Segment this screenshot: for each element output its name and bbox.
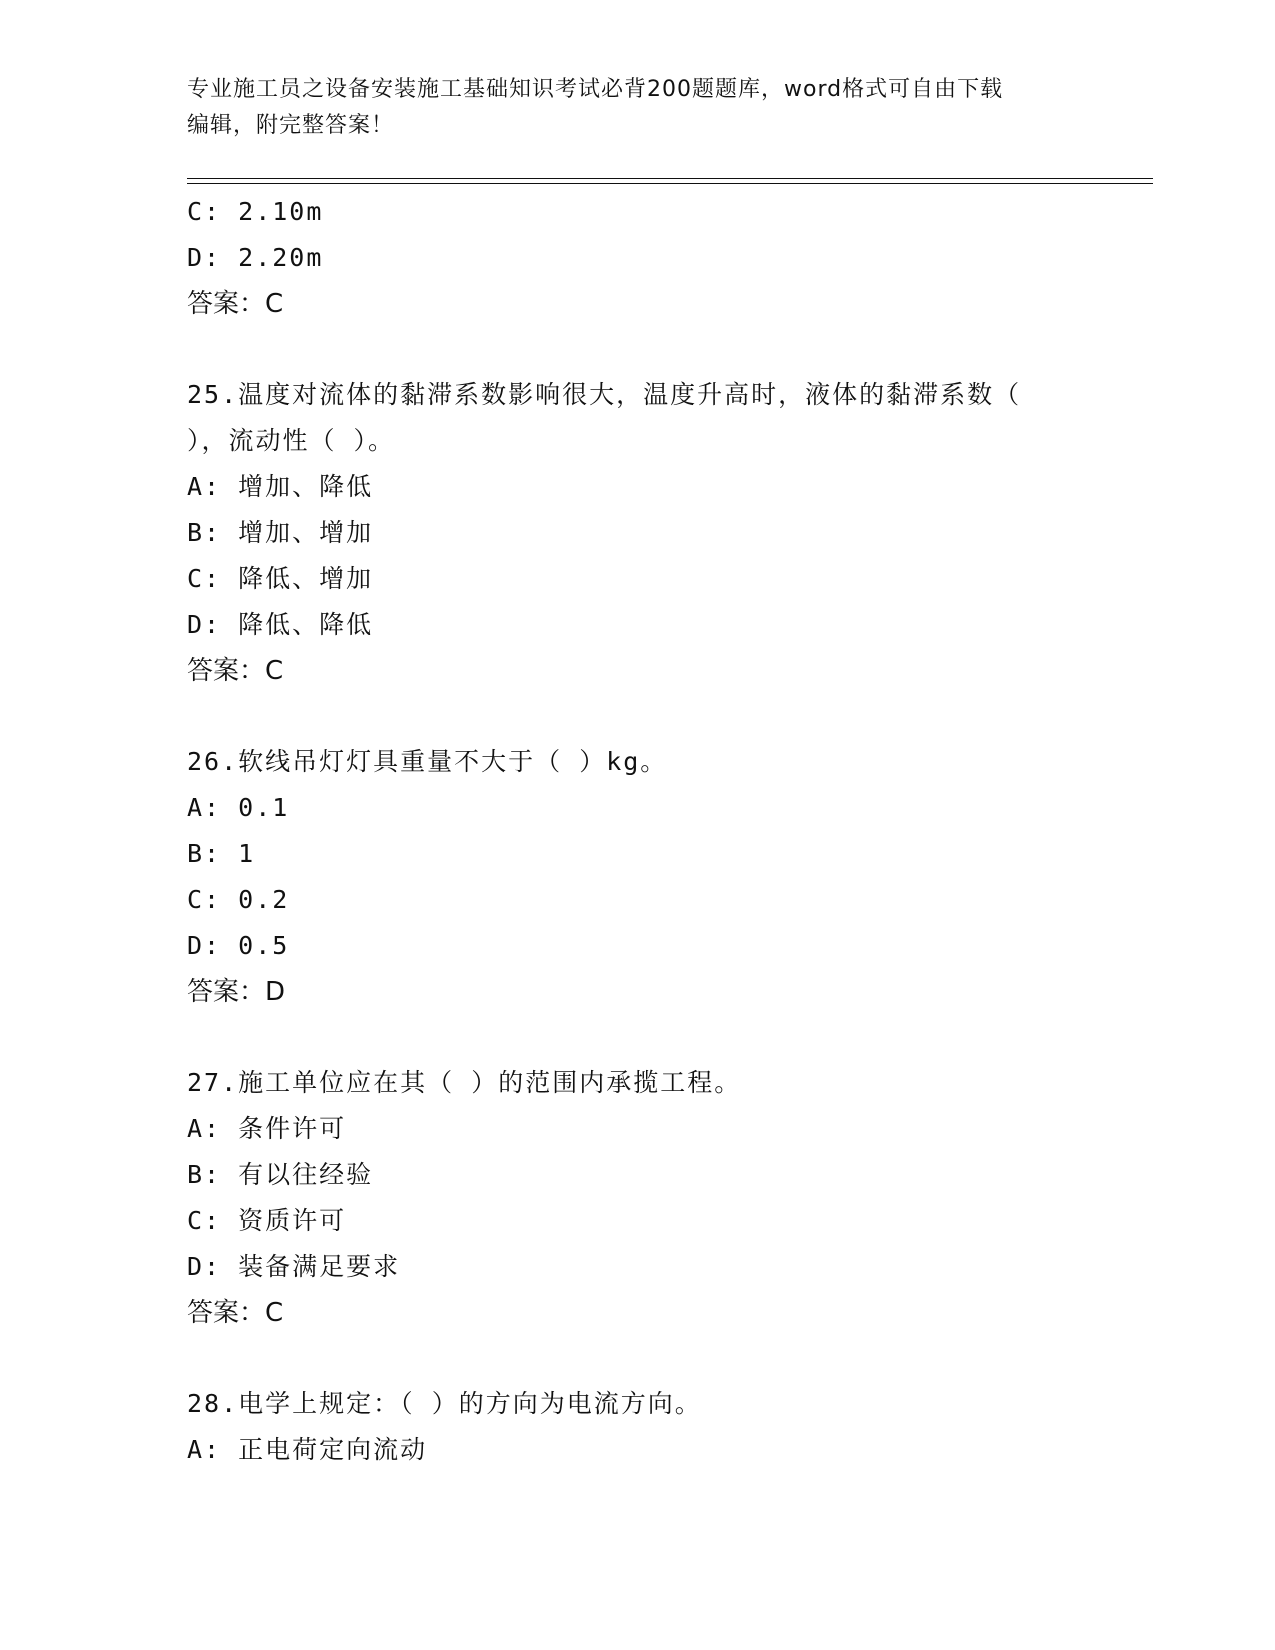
- question-27-option-b: B: 有以往经验: [187, 1160, 374, 1189]
- question-26-answer: 答案：D: [187, 977, 286, 1007]
- question-28-option-a: A: 正电荷定向流动: [187, 1435, 428, 1464]
- document-header: [187, 72, 1087, 144]
- question-26-option-d: D: 0.5: [187, 931, 290, 960]
- question-25-stem-line-2: ），流动性（ ）。: [187, 426, 396, 455]
- question-27-answer: 答案：C: [187, 1298, 284, 1328]
- question-25-option-b: B: 增加、增加: [187, 518, 374, 547]
- question-25-option-c: C: 降低、增加: [187, 564, 374, 593]
- question-25-option-d: D: 降低、降低: [187, 610, 374, 639]
- question-25-stem-line-1: 25.温度对流体的黏滞系数影响很大，温度升高时，液体的黏滞系数（: [187, 380, 1022, 409]
- option-c: C: 2.10m: [187, 197, 324, 226]
- question-26-stem: 26.软线吊灯灯具重量不大于（ ）kg。: [187, 747, 668, 776]
- question-25-answer: 答案：C: [187, 656, 284, 686]
- option-d: D: 2.20m: [187, 243, 324, 272]
- header-rule-bottom: [187, 183, 1153, 184]
- question-27-stem: 27.施工单位应在其（ ）的范围内承揽工程。: [187, 1068, 742, 1097]
- answer: 答案：C: [187, 289, 284, 319]
- question-content: [187, 189, 1137, 1473]
- question-28-stem: 28.电学上规定：（ ）的方向为电流方向。: [187, 1389, 702, 1418]
- header-line-1: 专业施工员之设备安装施工基础知识考试必背200题题库，word格式可自由下载: [187, 77, 1004, 102]
- question-26-option-a: A: 0.1: [187, 793, 290, 822]
- header-line-2: 编辑，附完整答案！: [187, 113, 395, 138]
- header-rule-top: [187, 178, 1153, 179]
- question-27-option-a: A: 条件许可: [187, 1114, 347, 1143]
- question-26-option-b: B: 1: [187, 839, 256, 868]
- question-25-option-a: A: 增加、降低: [187, 472, 374, 501]
- question-27-option-c: C: 资质许可: [187, 1206, 347, 1235]
- question-26-option-c: C: 0.2: [187, 885, 290, 914]
- question-27-option-d: D: 装备满足要求: [187, 1252, 401, 1281]
